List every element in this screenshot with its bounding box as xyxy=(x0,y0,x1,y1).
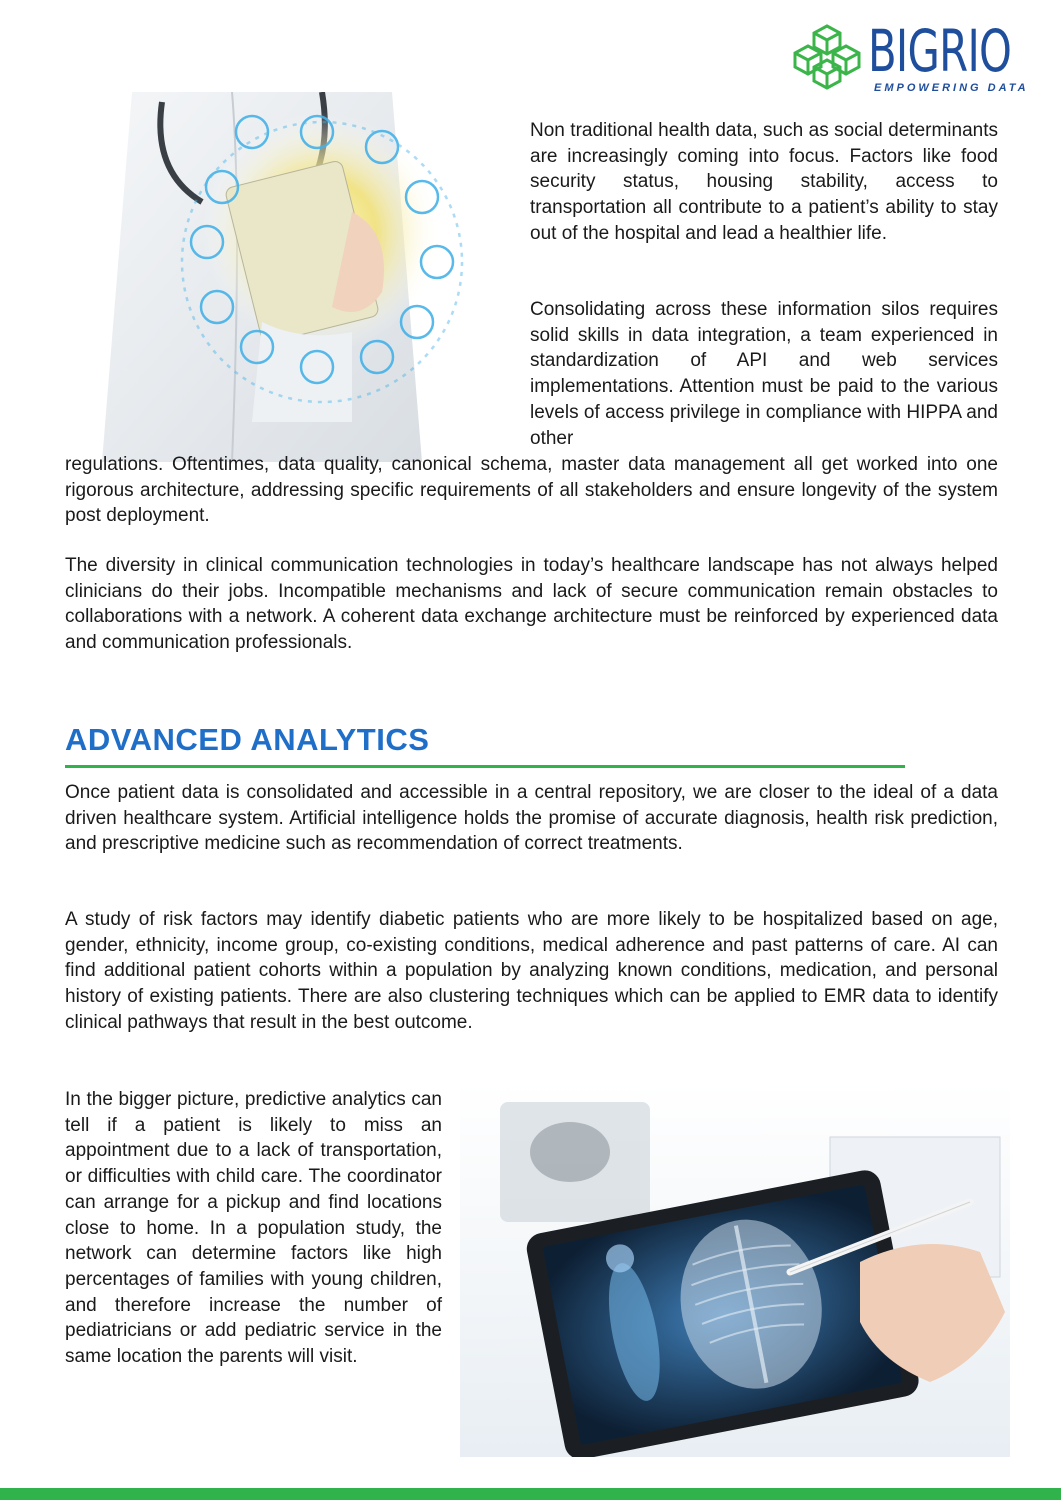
xray-tablet-image xyxy=(460,1082,1010,1457)
bigrio-logo xyxy=(788,17,1033,102)
cubes-logo-icon xyxy=(788,22,866,92)
intro-paragraph-1: Non traditional health data, such as social determinants are increasingly coming into focus. Factors like food security status, housing stability, access to transportation all contribute to a patient’s ability to stay out of the hospital and lead a healthier life. xyxy=(530,120,998,244)
intro-paragraph-3: The diversity in clinical communication technologies in today’s healthcare landscape has not always helped clinicians do their jobs. Incompatible mechanisms and lack of secure communication remain obstacles to collaborations with a network. A coherent data exchange architecture must be reinforced by experienced data and communication professionals. xyxy=(65,555,998,654)
intro-paragraph-2-top: Consolidating across these information silos requires solid skills in data integration, a team experienced in standardization of API and web services implementations. Attention must be paid to the various levels of access privilege in compliance with HIPPA and other xyxy=(530,299,998,449)
heading-divider xyxy=(65,765,905,768)
brand-name: BIGRIO xyxy=(868,17,1012,85)
analytics-paragraph-3: In the bigger picture, predictive analytics can tell if a patient is likely to miss an appointment due to a lack of transportation, or difficulties with child care. The coordinator can arrange for a pickup and find locations close to home. In a population study, the network can determine factors like high percentages of families with young children, and therefore increase the number of pediatricians or add pediatric service in the same location the parents will visit. xyxy=(65,1089,442,1368)
section-heading: ADVANCED ANALYTICS xyxy=(65,722,430,757)
footer-bar xyxy=(0,1488,1061,1500)
analytics-paragraph-2: A study of risk factors may identify diabetic patients who are more likely to be hospitalized based on age, gender, ethnicity, income group, co-existing conditions, medical adherence and past patterns of care. AI can find additional patient cohorts within a population by analyzing known conditions, medication, and personal history of existing patients. There are also clustering techniques which can be applied to EMR data to identify clinical pathways that result in the best outcome. xyxy=(65,909,998,1033)
analytics-paragraph-1: Once patient data is consolidated and accessible in a central repository, we are closer to the ideal of a data driven healthcare system. Artificial intelligence holds the promise of accurate diagnosis, health risk prediction, and prescriptive medicine such as recommendation of correct treatments. xyxy=(65,782,998,855)
brand-tagline: EMPOWERING DATA xyxy=(874,82,1029,94)
doctor-tablet-image xyxy=(92,92,507,462)
intro-paragraph-2-bottom: regulations. Oftentimes, data quality, canonical schema, master data management all get worked into one rigorous architecture, addressing specific requirements of all stakeholders and ensure longevity of the system post deployment. xyxy=(65,454,998,527)
